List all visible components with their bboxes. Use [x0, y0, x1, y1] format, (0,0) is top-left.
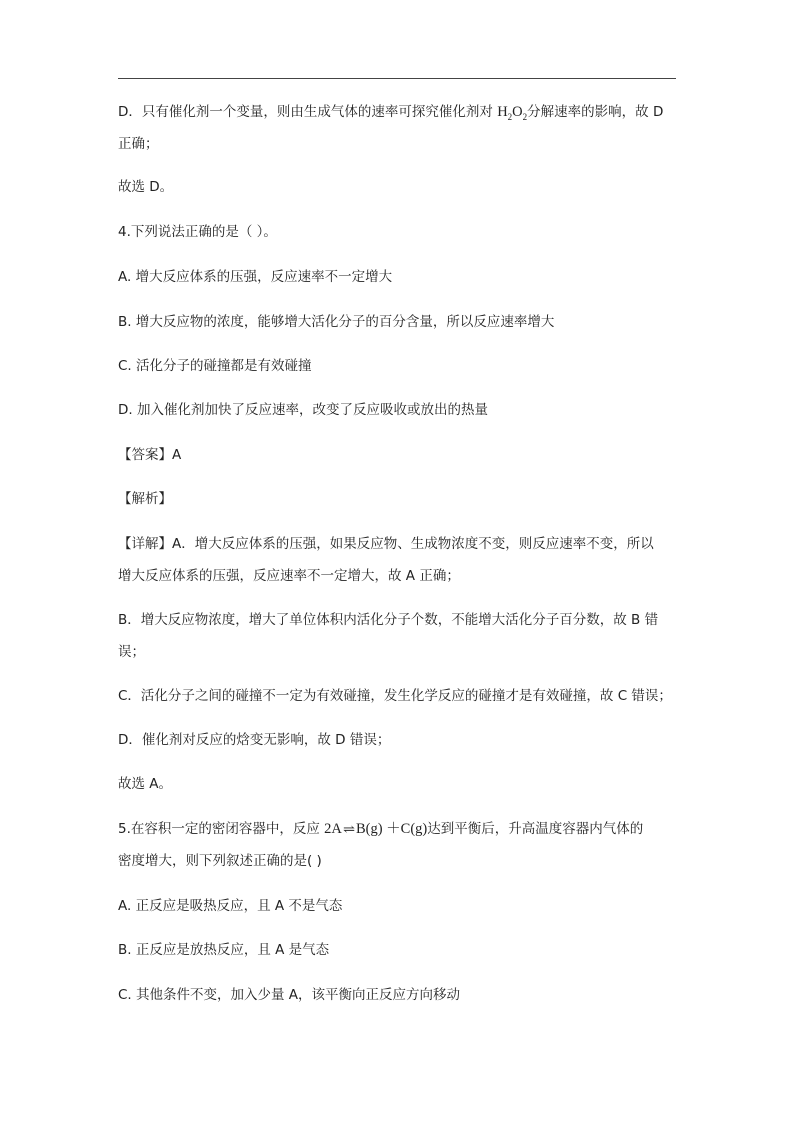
- h2o2-formula: $H_2O_2$: [497, 104, 528, 122]
- q5-option-a: A. 正反应是吸热反应，且 A 不是气态: [118, 898, 343, 914]
- prev-answer-line-d-cont: 正确；: [118, 136, 159, 152]
- prev-answer-line-d: [118, 103, 663, 121]
- header-rule: [118, 78, 676, 79]
- q4-option-d: D. 加入催化剂加快了反应速率，改变了反应吸收或放出的热量: [118, 402, 488, 418]
- q4-detail-line-2: 增大反应体系的压强，反应速率不一定增大，故 A 正确；: [118, 568, 460, 584]
- q4-choice: 故选 A。: [118, 776, 173, 792]
- option-d-text: D．只有催化剂一个变量，则由生成气体的速率可探究催化剂对: [118, 104, 498, 120]
- q4-detail-line-3: B．增大反应物浓度，增大了单位体积内活化分子个数，不能增大活化分子百分数，故 B 错: [118, 612, 659, 628]
- question-5-stem-cont: 密度增大，则下列叙述正确的是( ): [118, 853, 322, 869]
- q4-detail-line-1: 【详解】A．增大反应体系的压强，如果反应物、生成物浓度不变，则反应速率不变，所以: [118, 536, 654, 552]
- q4-option-a: A. 增大反应体系的压强，反应速率不一定增大: [118, 269, 393, 285]
- q4-detail-line-6: D．催化剂对反应的焓变无影响，故 D 错误；: [118, 732, 391, 748]
- q4-option-b: B. 增大反应物的浓度，能够增大活化分子的百分含量，所以反应速率增大: [118, 314, 555, 330]
- reaction-equation: 2A⇌B(g) ＋C(g): [324, 821, 428, 837]
- q4-detail-line-4: 误；: [118, 644, 145, 660]
- q4-answer: 【答案】A: [118, 447, 182, 463]
- prev-choice: 故选 D。: [118, 179, 174, 195]
- q5-option-b: B. 正反应是放热反应，且 A 是气态: [118, 942, 330, 958]
- equilibrium-arrow-icon: ⇌: [342, 822, 355, 836]
- q4-detail-line-5: C．活化分子之间的碰撞不一定为有效碰撞，发生化学反应的碰撞才是有效碰撞，故 C 错误；: [118, 688, 672, 704]
- question-4-stem: 4.下列说法正确的是（ ）。: [118, 224, 277, 240]
- option-d-text-cont: 分解速率的影响，故 D: [527, 104, 664, 120]
- q5-option-c: C. 其他条件不变，加入少量 A，该平衡向正反应方向移动: [118, 987, 461, 1003]
- q4-option-c: C. 活化分子的碰撞都是有效碰撞: [118, 358, 312, 374]
- q4-analysis-heading: 【解析】: [118, 491, 172, 507]
- question-5-stem: 5.在容积一定的密闭容器中，反应 2A⇌B(g) ＋C(g)达到平衡后，升高温度容器内气体的: [118, 821, 644, 837]
